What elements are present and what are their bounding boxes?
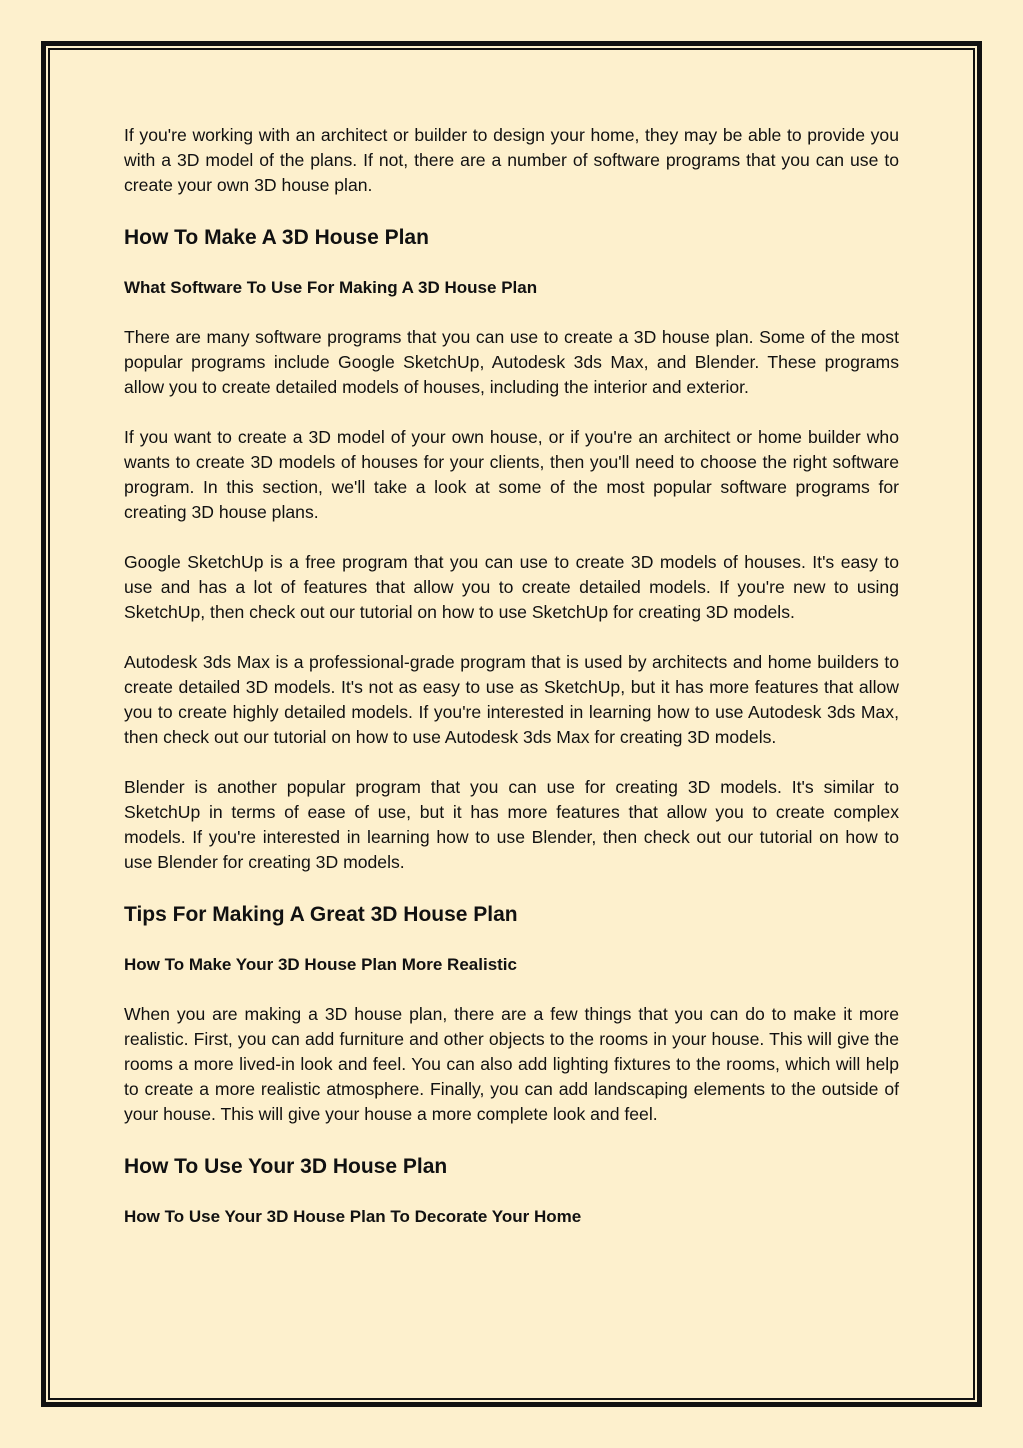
section-heading-make-plan: How To Make A 3D House Plan xyxy=(124,226,429,249)
section-heading-use-plan: How To Use Your 3D House Plan xyxy=(124,1155,448,1178)
paragraph-choose-software: If you want to create a 3D model of your own house, or if you're an architect or home builder who wants to create 3D models of houses for your clients, then you'll need to choose the right software program. In this section, we'll take a look at some of the most popular software programs for creating 3D house plans. xyxy=(124,427,899,522)
paragraph-3ds-max: Autodesk 3ds Max is a professional-grade program that is used by architects and home builders to create detailed 3D models. It's not as easy to use as SketchUp, but it has more features that allow you to create highly detailed models. If you're interested in learning how to use Autodesk 3ds Max, then check out our tutorial on how to use Autodesk 3ds Max for creating 3D models. xyxy=(124,652,899,747)
paragraph-realistic: When you are making a 3D house plan, there are a few things that you can do to make it more realistic. First, you can add furniture and other objects to the rooms in your house. This will give the rooms a more lived-in look and feel. You can also add lighting fixtures to the rooms, which will help to create a more realistic atmosphere. Finally, you can add landscaping elements to the outside of your house. This will give your house a more complete look and feel. xyxy=(124,1004,899,1124)
paragraph-blender: Blender is another popular program that you can use for creating 3D models. It's similar to SketchUp in terms of ease of use, but it has more features that allow you to create complex models. If you're interested in learning how to use Blender, then check out our tutorial on how to use Blender for creating 3D models. xyxy=(124,777,899,872)
subheading-realistic: How To Make Your 3D House Plan More Realistic xyxy=(124,955,517,974)
subheading-decorate: How To Use Your 3D House Plan To Decorate Your Home xyxy=(124,1207,582,1226)
paragraph-sketchup: Google SketchUp is a free program that you can use to create 3D models of houses. It's easy to use and has a lot of features that allow you to create detailed models. If you're new to using SketchUp, then check out our tutorial on how to use SketchUp for creating 3D models. xyxy=(124,552,899,622)
intro-paragraph: If you're working with an architect or builder to design your home, they may be able to provide you with a 3D model of the plans. If not, there are a number of software programs that you can use to create your own 3D house plan. xyxy=(124,125,899,195)
section-heading-tips: Tips For Making A Great 3D House Plan xyxy=(124,903,518,926)
subheading-software: What Software To Use For Making A 3D House Plan xyxy=(124,278,538,297)
document-body xyxy=(124,123,899,1254)
paragraph-software-programs: There are many software programs that you can use to create a 3D house plan. Some of the most popular programs include Google SketchUp, Autodesk 3ds Max, and Blender. These programs allow you to create detailed models of houses, including the interior and exterior. xyxy=(124,327,899,397)
